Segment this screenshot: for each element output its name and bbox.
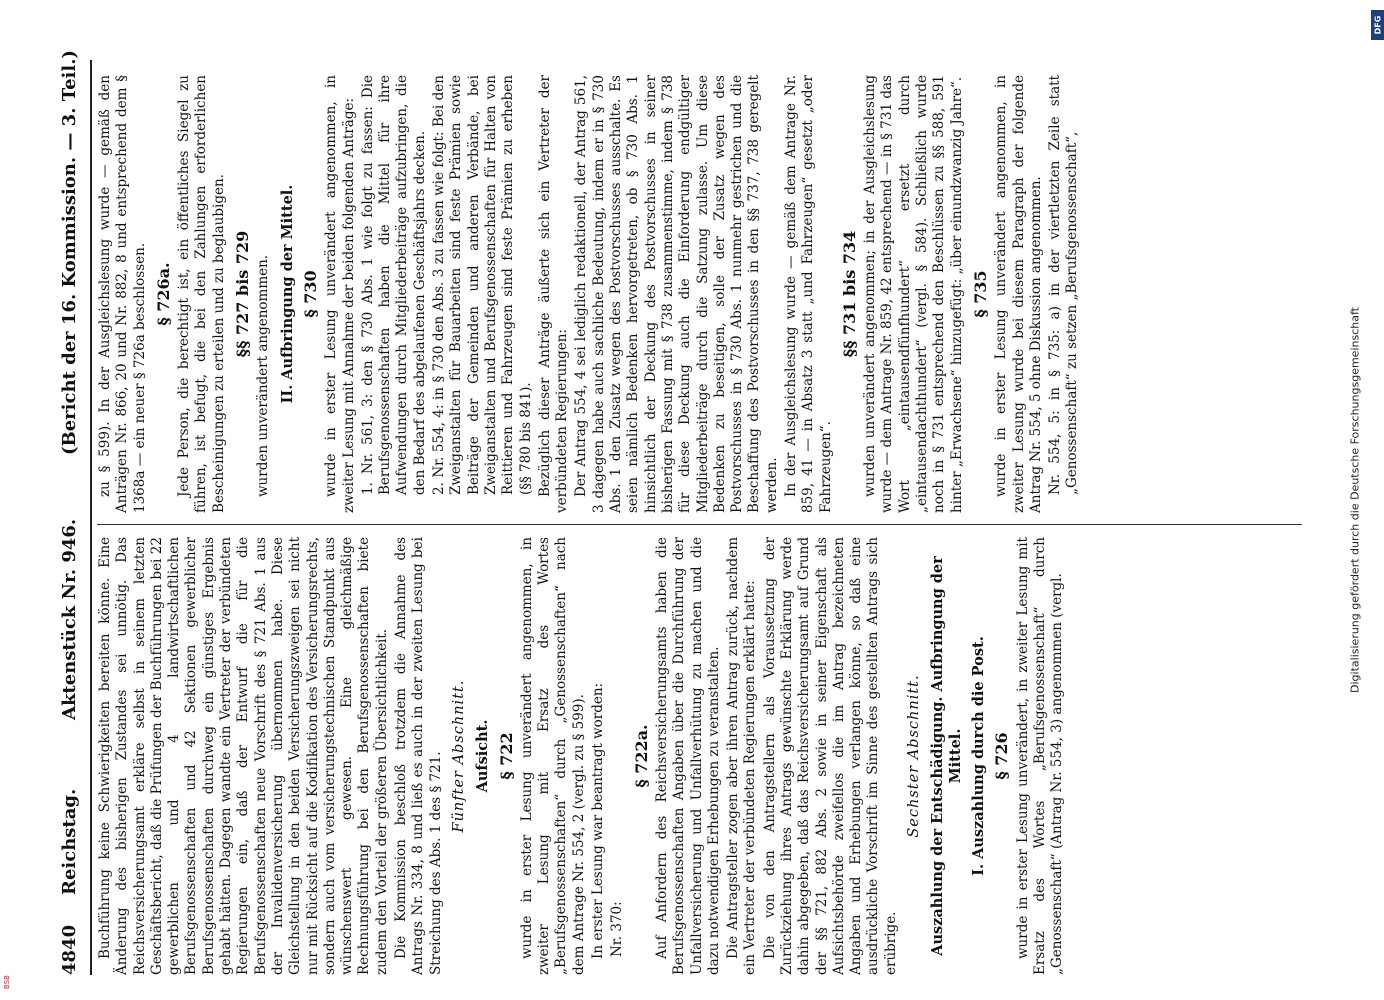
left-paragraph: Buchführung keine Schwierigkeiten bereiten könne. Eine Änderung des bisherigen Zustandes sei unnötig. Das Reichsversicherungsamt erkläre selbst in seinem letzten Geschäftsbericht, daß die Prüfungen der Buchführungen bei 22 gewerblichen und 4 landwirtschaftlichen Berufsgenossenschaften und 42 Sektionen gewerblicher Berufsgenossenschaften durchweg ein günstiges Ergebnis gehabt hätten. Dagegen wandte ein Vertreter der verbündeten Regierungen ein, daß der Entwurf die für die Berufsgenossenschaften neue Vorschrift des § 721 Abs. 1 aus der Invalidenversicherung übernommen habe. Diese Gleichstellung in den beiden Versicherungszweigen sei nicht nur mit Rücksicht auf die Kodifikation des Versicherungsrechts, sondern auch vom versicherungstechnischen Standpunkt aus wünschenswert gewesen. Eine gleichmäßige Rechnungsführung bei den Berufsgenossenschaften biete zudem den Vorteil der größeren Übersichtlichkeit. (97, 537, 390, 975)
left-section-title: Sechster Abschnitt. (906, 674, 923, 838)
right-list-item: 1. Nr. 561, 3: den § 730 Abs. 1 wie folgt zu fassen: Die Berufsgenossenschaften haben die Mittel für ihre Aufwendungen durch Mitgliederbeiträge aufzubringen, die den Bedarf des abgelaufenen Geschäftsjahrs decken. (359, 75, 428, 495)
right-paragraph: Jede Person, die berechtigt ist, ein öffentliches Siegel zu führen, ist befugt, die bei den Zahlungen erforderlichen Bescheinigungen zu erteilen und zu beglaubigen. (176, 75, 227, 513)
text-column-left (97, 537, 1307, 975)
right-heading: II. Aufbringung der Mittel. (278, 184, 296, 404)
left-paragraph: Die Antragsteller zogen aber ihren Antrag zurück, nachdem ein Vertreter der verbündeten Regierungen erklärt hatte: (725, 537, 759, 975)
right-paragraph: wurde in erster Lesung unverändert angenommen, in zweiter Lesung mit Annahme der beiden folgenden Anträge: (323, 75, 357, 513)
column-divider (97, 524, 1302, 525)
right-paragraph-heading: § 735 (970, 270, 990, 318)
left-paragraph: wurde in erster Lesung unverändert, in zweiter Lesung mit Ersatz des Wortes „Berufsgenossenschaft“ durch „Genossenschaft“ (Antrag Nr. 554, 3) angenommen (vergl. (1014, 537, 1066, 975)
right-paragraph: wurde in erster Lesung unverändert angenommen, in zweiter Lesung wurde bei diesem Paragraph der folgende Antrag Nr. 554, 5 ohne Diskussion angenommen. (993, 75, 1044, 513)
right-list-item: Nr. 554, 5: in § 735: a) in der viertletzten Zeile statt „Genossenschaft“ zu setzen „Berufsgenossenschaft“, (1047, 75, 1081, 495)
rotated-document (55, 50, 1315, 975)
right-paragraph-heading: §§ 727 bis 729 (233, 230, 253, 358)
left-heading: Auszahlung der Entschädigung. Aufbringung der Mittel. (929, 556, 964, 956)
left-heading: Aufsicht. (474, 719, 492, 793)
left-list-item: Nr. 370: (609, 901, 626, 957)
header-left: Reichstag. (59, 788, 80, 895)
left-paragraph: Auf Anfordern des Reichsversicherungsamts haben die Berufsgenossenschaften Angaben über die Durchführung der Unfallversicherung und Unfallverhütung zu machen und die dazu notwendigen Erhebungen zu veranstalten. (653, 537, 722, 975)
digitization-credit-text: Digitalisierung gefördert durch die Deutsche Forschungsgemeinschaft (1348, 307, 1362, 693)
left-paragraph: In erster Lesung war beantragt worden: (590, 682, 607, 959)
right-paragraph: Bezüglich dieser Anträge äußerte sich ein Vertreter der verbündeten Regierungen: (536, 75, 571, 513)
left-paragraph: Die Kommission beschloß trotzdem die Annahme des Antrags Nr. 334, 8 und ließ es auch in der zweiten Lesung bei Streichung des Abs. 1 des § 721. (393, 537, 444, 975)
right-paragraph: In der Ausgleichslesung wurde — gemäß dem Antrage Nr. 859, 41 — in Absatz 3 statt „und Fahrzeugen“ gesetzt „oder Fahrzeugen“. (782, 75, 834, 513)
page-number: 4840 (59, 924, 80, 975)
left-paragraph-heading: § 722a. (631, 724, 651, 788)
bsb-mark-text: BSB (3, 975, 11, 989)
right-paragraph: Der Antrag 554, 4 sei lediglich redaktionell, der Antrag 561, 3 dagegen habe auch sachliche Bedeutung, indem er in § 730 Abs. 1 den Zusatz wegen des Postvorschusses ausschalte. Es seien nämlich Bedenken hervorgetreten, ob § 730 Abs. 1 hinsichtlich der Deckung des Postvorschusses in seiner bisherigen Fassung mit § 738 zusammenstimme, indem § 738 für diese Deckung auch die Einforderung endgültiger Mitgliederbeiträge durch die Satzung zulasse. Um diese Bedenken zu beseitigen, solle der Zusatz wegen des Postvorschusses in § 730 Abs. 1 nunmehr gestrichen und die Beschaffung des Postvorschusses in den §§ 737, 738 geregelt werden. (573, 75, 780, 513)
right-paragraph: zu § 599). In der Ausgleichslesung wurde — gemäß den Anträgen Nr. 866, 20 und Nr. 882, 8 und entsprechend dem § 1368a — ein neuer § 726a beschlossen. (97, 75, 148, 513)
left-paragraph-heading: § 722 (496, 732, 516, 780)
header-report-title: (Bericht der 16. Kommission. — 3. Teil.) (59, 50, 80, 455)
running-header (55, 50, 91, 975)
right-paragraph: wurden unverändert angenommen; in der Ausgleichslesung wurde — dem Antrage Nr. 859, 42 entsprechend — in § 731 das Wort „eintausendfünfhundert“ ersetzt durch „eintausendachthundert“ (vergl. § 584). Schließlich wurde noch in § 731 entsprechend den Beschlüssen zu §§ 588, 591 hinter „Erwachsene“ hinzugefügt: „über einundzwanzig Jahre“. (862, 75, 965, 513)
text-column-right (97, 75, 1307, 513)
dfg-logo-text: DFG (1373, 15, 1382, 35)
right-paragraph-heading: §§ 731 bis 734 (839, 230, 859, 358)
left-section-title: Fünfter Abschnitt. (450, 679, 467, 833)
right-paragraph-heading: § 726a. (153, 262, 173, 326)
bsb-mark (2, 968, 12, 996)
dfg-logo (1371, 10, 1384, 40)
right-list-item: 2. Nr. 554, 4: in § 730 den Abs. 3 zu fassen wie folgt: Bei den Zweiganstalten für Bauarbeiten sind feste Prämien sowie Beiträge der Gemeinden und anderen Verbände, bei Zweiganstalten und Berufsgenossenschaften für Halten von Reittieren und Fahrzeugen sind feste Prämien zu erheben (§§ 780 bis 841). (431, 75, 534, 495)
left-heading: I. Auszahlung durch die Post. (969, 636, 987, 876)
left-paragraph: Die von den Antragstellern als Voraussetzung der Zurückziehung ihres Antrags gewünschte Erklärung werde dahin abgegeben, daß das Reichsversicherungsamt auf Grund der §§ 721, 882 Abs. 2 sowie in seiner Eigenschaft als Aufsichtsbehörde zweifellos die im Antrag bezeichneten Angaben und Erhebungen verlangen könne, so daß eine ausdrückliche Vorschrift im Sinne des gestellten Antrags sich erübrige. (761, 537, 899, 975)
left-paragraph-heading: § 726 (992, 732, 1012, 780)
right-paragraph: wurden unverändert angenommen. (255, 254, 272, 497)
header-rule (90, 60, 92, 975)
left-paragraph: wurde in erster Lesung unverändert angenommen, in zweiter Lesung mit Ersatz des Wortes „Berufsgenossenschaften“ durch „Genossenschaften“ nach dem Antrage Nr. 554, 2 (vergl. zu § 599). (518, 537, 587, 975)
header-document-number: Aktenstück Nr. 946. (59, 518, 80, 720)
right-paragraph-heading: § 730 (300, 270, 320, 318)
